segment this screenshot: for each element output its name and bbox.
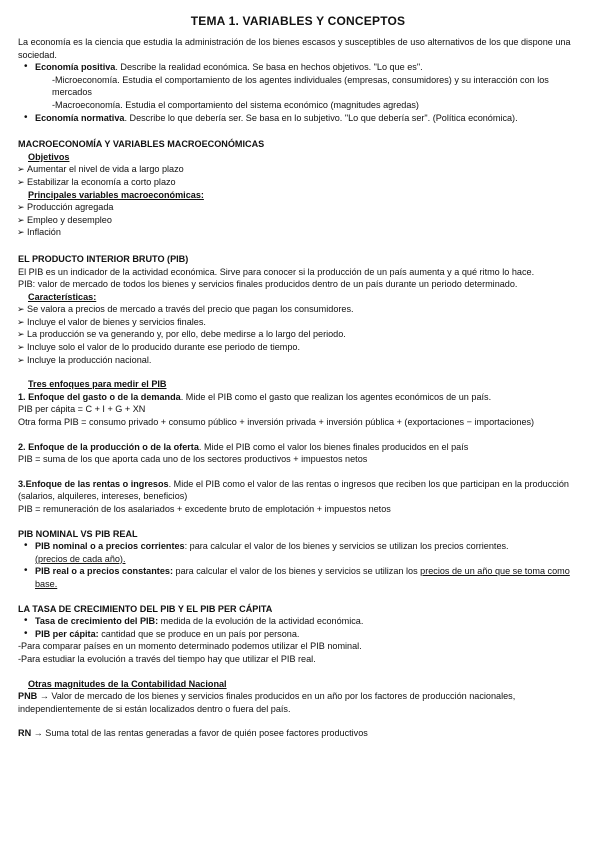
- enfoque-text: . Mide el PIB como el valor los bienes finales producidos en el país: [198, 441, 469, 452]
- bullet-label: Tasa de crecimiento del PIB:: [35, 616, 159, 627]
- bullet-text: para calcular el valor de los bienes y servicios se utilizan los: [172, 566, 421, 577]
- term-label: PNB: [18, 691, 38, 702]
- bullet-economia-positiva: [18, 61, 578, 74]
- enfoque-gasto: [18, 391, 578, 404]
- subheading-caracteristicas: Características:: [28, 291, 97, 302]
- bullet-label: PIB per cápita:: [35, 628, 99, 639]
- list-item: ➢ Empleo y desempleo: [18, 214, 578, 227]
- bullet-tasa: [18, 615, 578, 628]
- subheading-enfoques: Tres enfoques para medir el PIB: [28, 379, 167, 390]
- term-text: → Valor de mercado de los bienes y servicios finales producidos en un año por los factores de producción nacionales, independientemente de si están localizados dentro o fuera del país.: [18, 691, 516, 714]
- note-line: -Para estudiar la evolución a través del tiempo hay que utilizar el PIB real.: [18, 653, 316, 664]
- enfoque-title: 1. Enfoque del gasto o de la demanda: [18, 391, 181, 402]
- bullet-label: PIB real o a precios constantes:: [35, 566, 173, 577]
- bullet-underlined: (precios de cada año).: [35, 553, 126, 564]
- section-heading-macro: MACROECONOMÍA Y VARIABLES MACROECONÓMICAS: [18, 139, 265, 150]
- bullet-text: . Describe la realidad económica. Se basa en hechos objetivos. "Lo que es".: [115, 62, 423, 73]
- bullet-economia-normativa: [18, 112, 578, 125]
- intro-paragraph: La economía es la ciencia que estudia la administración de los bienes escasos y susceptibles de uso alternativos de los que dispone una sociedad.: [18, 37, 571, 60]
- section-heading-tasa: LA TASA DE CRECIMIENTO DEL PIB Y EL PIB PER CÁPITA: [18, 603, 273, 614]
- list-item: ➢ Estabilizar la economía a corto plazo: [18, 176, 578, 189]
- term-label: RN: [18, 728, 32, 739]
- micro-line: -Microeconomía. Estudia el comportamiento de los agentes individuales (empresas, consumidores) y su interacción con los mercados: [52, 74, 549, 98]
- list-item: ➢ Incluye la producción nacional.: [18, 354, 578, 367]
- list-item: ➢ Incluye solo el valor de lo producido durante ese periodo de tiempo.: [18, 341, 578, 354]
- bullet-label: Economía positiva: [35, 62, 116, 73]
- pib-paragraph: El PIB es un indicador de la actividad económica. Sirve para conocer si la producción de un país aumenta y a qué ritmo lo hace.: [18, 266, 535, 277]
- enfoque-rentas: [18, 478, 578, 503]
- bullet-underlined: precios de un año que se toma como base.: [35, 566, 570, 589]
- enfoque-title: 2. Enfoque de la producción o de la oferta: [18, 441, 199, 452]
- enfoque-title: 3.Enfoque de las rentas o ingresos: [18, 478, 169, 489]
- list-item: ➢ Inflación: [18, 226, 578, 239]
- formula: Otra forma PIB = consumo privado + consumo público + inversión privada + inversión pública + (exportaciones − importaciones): [18, 417, 535, 428]
- formula: PIB = suma de los que aporta cada uno de los sectores productivos + impuestos netos: [18, 454, 368, 465]
- term-text: → Suma total de las rentas generadas a favor de quién posee factores productivos: [31, 728, 368, 739]
- formula: PIB per cápita = C + I + G + XN: [18, 404, 146, 415]
- section-heading-nominal: PIB NOMINAL VS PIB REAL: [18, 528, 138, 539]
- list-item: ➢ Producción agregada: [18, 201, 578, 214]
- enfoque-produccion: [18, 441, 578, 454]
- list-item: ➢ Incluye el valor de bienes y servicios finales.: [18, 316, 578, 329]
- section-heading-pib: EL PRODUCTO INTERIOR BRUTO (PIB): [18, 253, 189, 264]
- subheading-variables: Principales variables macroeconómicas:: [28, 189, 204, 200]
- list-item: ➢ Se valora a precios de mercado a través del precio que pagan los consumidores.: [18, 303, 578, 316]
- subheading-objetivos: Objetivos: [28, 151, 70, 162]
- subheading-otras: Otras magnitudes de la Contabilidad Nacional: [28, 678, 227, 689]
- formula: PIB = remuneración de los asalariados + excedente bruto de emplotación + impuestos netos: [18, 504, 391, 514]
- bullet-text: cantidad que se produce en un país por persona.: [98, 628, 300, 639]
- bullet-label: PIB nominal o a precios corrientes: [35, 541, 185, 552]
- bullet-text: : para calcular el valor de los bienes y servicios se utilizan los precios corrientes.: [184, 541, 509, 552]
- note-line: -Para comparar países en un momento determinado podemos utilizar el PIB nominal.: [18, 641, 362, 652]
- rn-definition: [18, 727, 578, 740]
- bullet-pib-real: [18, 565, 578, 590]
- bullet-label: Economía normativa: [35, 112, 125, 123]
- pib-definition: PIB: valor de mercado de todos los bienes y servicios finales producidos dentro de un país durante un periodo determinado.: [18, 279, 518, 290]
- bullet-text: . Describe lo que debería ser. Se basa en lo subjetivo. "Lo que debería ser". (Política económica).: [124, 112, 518, 123]
- list-item: ➢ La producción se va generando y, por ello, debe medirse a lo largo del periodo.: [18, 328, 578, 341]
- list-item: ➢ Aumentar el nivel de vida a largo plazo: [18, 163, 578, 176]
- pnb-definition: [18, 690, 578, 715]
- bullet-per-capita: [18, 628, 578, 641]
- bullet-pib-nominal: [18, 540, 578, 565]
- enfoque-text: . Mide el PIB como el valor de las rentas o ingresos que reciben los que participan en la producción (salarios, alquileres, intereses, beneficios): [18, 478, 569, 502]
- page-title: TEMA 1. VARIABLES Y CONCEPTOS: [190, 14, 406, 28]
- enfoque-text: . Mide el PIB como el gasto que realizan los agentes económicos de un país.: [180, 391, 492, 402]
- bullet-text: medida de la evolución de la actividad económica.: [158, 616, 364, 627]
- macro-line: -Macroeconomía. Estudia el comportamiento del sistema económico (magnitudes agredas): [52, 99, 419, 110]
